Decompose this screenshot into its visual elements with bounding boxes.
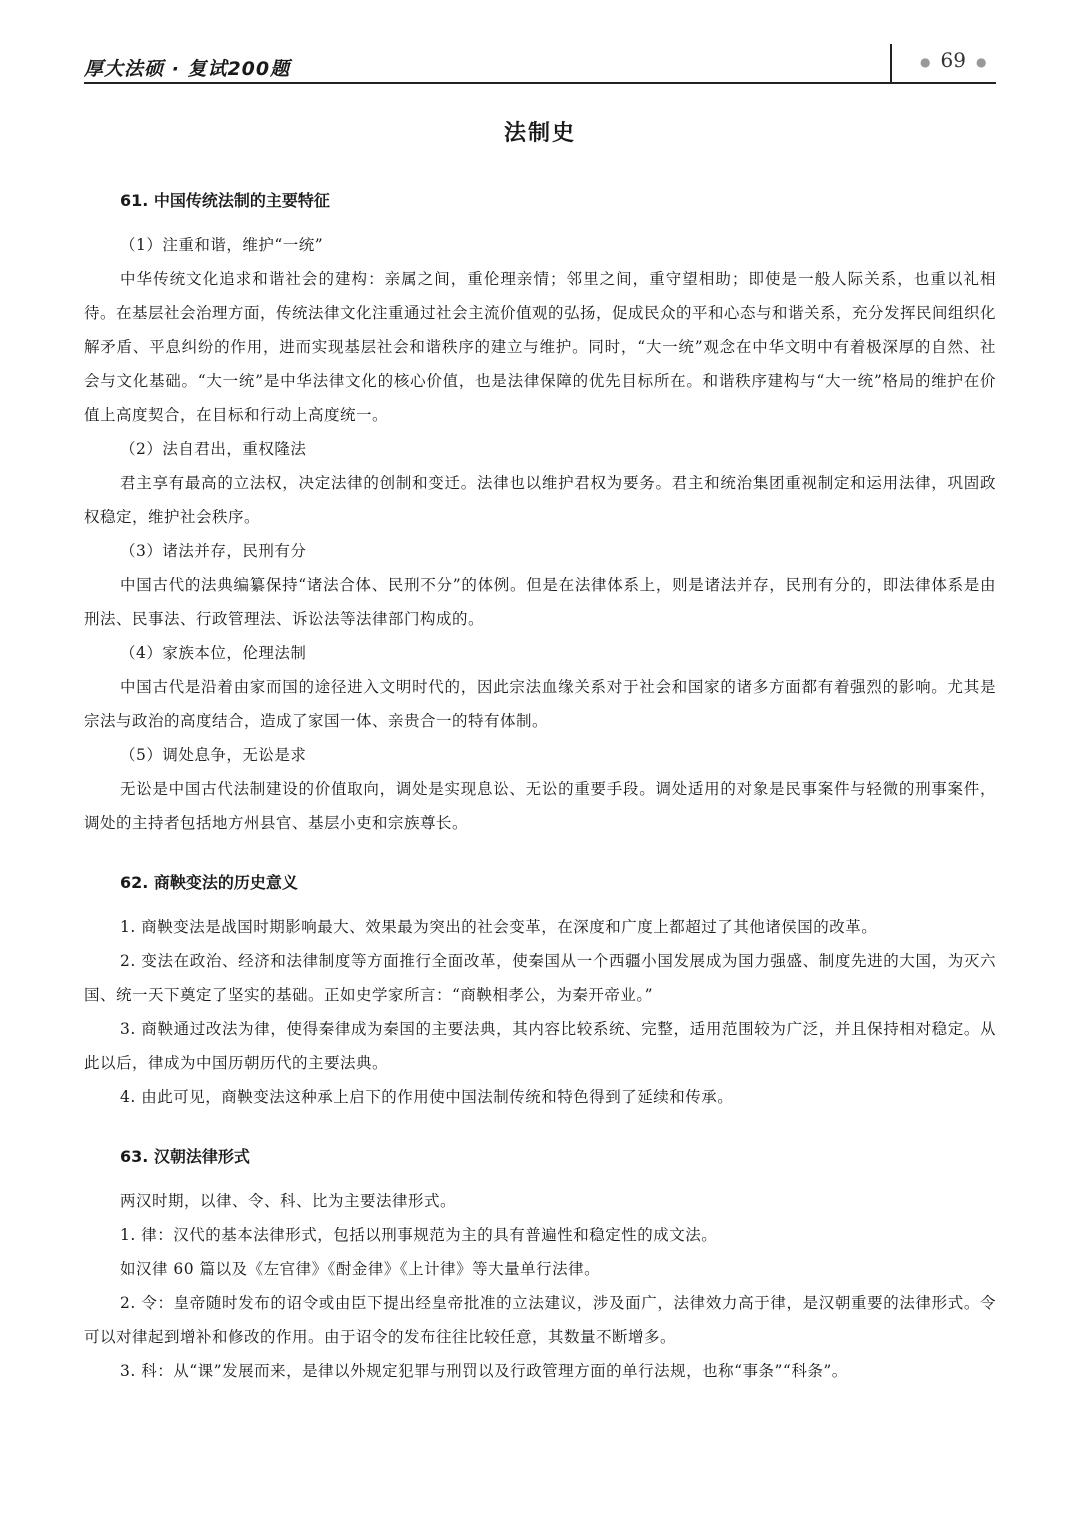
dot-icon: ● <box>920 54 931 69</box>
paragraph: 3. 科：从“课”发展而来，是律以外规定犯罪与刑罚以及行政管理方面的单行法规，也称“事条”“科条”。 <box>120 1362 848 1380</box>
paragraph: 4. 由此可见，商鞅变法这种承上启下的作用使中国法制传统和特色得到了延续和传承。 <box>120 1088 734 1106</box>
paragraph: 中国古代的法典编纂保持“诸法合体、民刑不分”的体例。但是在法律体系上，则是诸法并存，民刑有分的，即法律体系是由刑法、民事法、行政管理法、诉讼法等法律部门构成的。 <box>84 576 996 628</box>
paragraph: 2. 令：皇帝随时发布的诏令或由臣下提出经皇帝批准的立法建议，涉及面广，法律效力高于律，是汉朝重要的法律形式。令可以对律起到增补和修改的作用。由于诏令的发布往往比较任意，其数量不断增多。 <box>84 1294 996 1346</box>
paragraph: 3. 商鞅通过改法为律，使得秦律成为秦国的主要法典，其内容比较系统、完整，适用范围较为广泛，并且保持相对稳定。从此以后，律成为中国历朝历代的主要法典。 <box>84 1020 996 1072</box>
subheading: （3）诸法并存，民刑有分 <box>120 542 307 560</box>
page-content <box>84 110 996 1388</box>
paragraph: 两汉时期，以律、令、科、比为主要法律形式。 <box>120 1192 457 1210</box>
paragraph: 1. 商鞅变法是战国时期影响最大、效果最为突出的社会变革，在深度和广度上都超过了其他诸侯国的改革。 <box>120 918 878 936</box>
subheading: （4）家族本位，伦理法制 <box>120 644 307 662</box>
page-number: 69 <box>940 48 966 72</box>
header-divider <box>890 44 892 84</box>
paragraph: 1. 律：汉代的基本法律形式，包括以刑事规范为主的具有普遍性和稳定性的成文法。 <box>120 1226 718 1244</box>
subheading: （5）调处息争，无讼是求 <box>120 746 307 764</box>
page-number-box <box>910 48 996 72</box>
section-61 <box>84 188 996 840</box>
subheading: （1）注重和谐，维护“一统” <box>120 236 324 254</box>
dot-icon: ● <box>975 54 987 69</box>
paragraph: 无讼是中国古代法制建设的价值取向，调处是实现息讼、无讼的重要手段。调处适用的对象是民事案件与轻微的刑事案件，调处的主持者包括地方州县官、基层小吏和宗族尊长。 <box>84 780 996 832</box>
paragraph: 2. 变法在政治、经济和法律制度等方面推行全面改革，使秦国从一个西疆小国发展成为国力强盛、制度先进的大国，为灭六国、统一天下奠定了坚实的基础。正如史学家所言：“商鞅相孝公，为秦开帝业。” <box>84 952 996 1004</box>
paragraph: 如汉律 60 篇以及《左官律》《酎金律》《上计律》等大量单行法律。 <box>120 1260 601 1278</box>
book-title: 厚大法硕 · 复试200题 <box>84 58 291 80</box>
section-63 <box>84 1144 996 1388</box>
subheading: （2）法自君出，重权隆法 <box>120 440 307 458</box>
section-title: 62. 商鞅变法的历史意义 <box>120 873 298 892</box>
paragraph: 中华传统文化追求和谐社会的建构：亲属之间，重伦理亲情；邻里之间，重守望相助；即使是一般人际关系，也重以礼相待。在基层社会治理方面，传统法律文化注重通过社会主流价值观的弘扬，促成民众的平和心态与和谐关系，充分发挥民间组织化解矛盾、平息纠纷的作用，进而实现基层社会和谐秩序的建立与维护。同时，“大一统”观念在中华文明中有着极深厚的自然、社会与文化基础。“大一统”是中华法律文化的核心价值，也是法律保障的优先目标所在。和谐秩序建构与“大一统”格局的维护在价值上高度契合，在目标和行动上高度统一。 <box>84 270 997 424</box>
section-title: 61. 中国传统法制的主要特征 <box>120 191 330 210</box>
section-62 <box>84 870 996 1114</box>
paragraph: 君主享有最高的立法权，决定法律的创制和变迁。法律也以维护君权为要务。君主和统治集团重视制定和运用法律，巩固政权稳定，维护社会秩序。 <box>84 474 996 526</box>
chapter-title: 法制史 <box>503 121 576 146</box>
header-rule <box>84 82 996 84</box>
page-header <box>84 40 996 84</box>
section-title: 63. 汉朝法律形式 <box>120 1147 250 1166</box>
paragraph: 中国古代是沿着由家而国的途径进入文明时代的，因此宗法血缘关系对于社会和国家的诸多方面都有着强烈的影响。尤其是宗法与政治的高度结合，造成了家国一体、亲贵合一的特有体制。 <box>84 678 996 730</box>
